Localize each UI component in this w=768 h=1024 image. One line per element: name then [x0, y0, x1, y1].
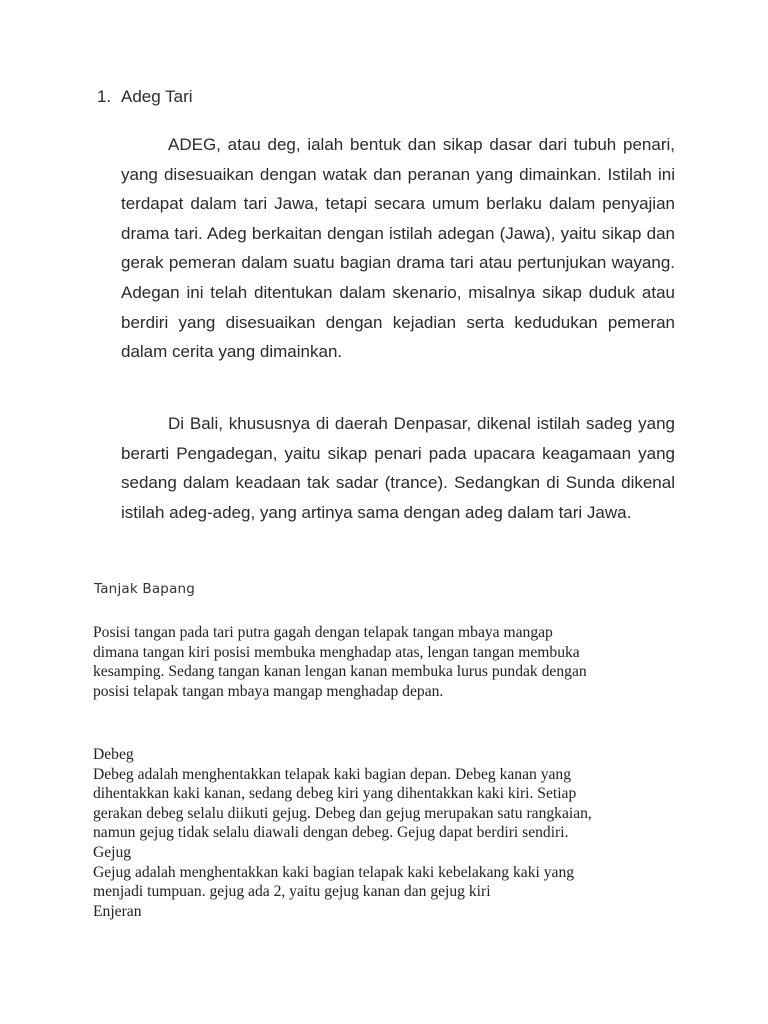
- section-heading: [97, 85, 193, 109]
- tanjak-line: kesamping. Sedang tangan kanan lengan kanan membuka lurus pundak dengan: [93, 663, 587, 681]
- debeg-gejug-section: [93, 745, 683, 921]
- debeg-heading: Debeg: [93, 746, 134, 763]
- debeg-line: dihentakkan kaki kanan, sedang debeg kiri yang dihentakkan kaki kiri. Setiap: [93, 785, 577, 803]
- tanjak-line: Posisi tangan pada tari putra gagah dengan telapak tangan mbaya mangap: [93, 624, 553, 641]
- enjeran-heading: Enjeran: [93, 902, 142, 920]
- section-title: Adeg Tari: [121, 87, 193, 106]
- tanjak-bapang-body: [93, 623, 683, 701]
- adeg-paragraph-1: ADEG, atau deg, ialah bentuk dan sikap dasar dari tubuh penari, yang disesuaikan dengan watak dan peranan yang dimainkan. Istilah ini terdapat dalam tari Jawa, tetapi secara umum berlaku dalam penyajian drama tari. Adeg berkaitan dengan istilah adegan (Jawa), yaitu sikap dan gerak pemeran dalam suatu bagian drama tari atau pertunjukan wayang. Adegan ini telah ditentukan dalam skenario, misalnya sikap duduk atau berdiri yang disesuaikan dengan kejadian serta kedudukan pemeran dalam cerita yang dimainkan.: [121, 135, 675, 362]
- gejug-line: menjadi tumpuan. gejug ada 2, yaitu gejug kanan dan gejug kiri: [93, 883, 491, 901]
- section-number: 1.: [97, 87, 112, 106]
- gejug-line: Gejug adalah menghentakkan kaki bagian telapak kaki kebelakang kaki yang: [93, 863, 575, 881]
- adeg-paragraph-2: Di Bali, khususnya di daerah Denpasar, dikenal istilah sadeg yang berarti Pengadegan, yaitu sikap penari pada upacara keagamaan yang sedang dalam keadaan tak sadar (trance). Sedangkan di Sunda dikenal istilah adeg-adeg, yang artinya sama dengan adeg dalam tari Jawa.: [121, 414, 675, 522]
- debeg-line: Debeg adalah menghentakkan telapak kaki bagian depan. Debeg kanan yang: [93, 765, 572, 783]
- tanjak-line: posisi telapak tangan mbaya mangap menghadap depan.: [93, 682, 444, 700]
- gejug-heading: Gejug: [93, 843, 132, 861]
- debeg-line: namun gejug tidak selalu diawali dengan debeg. Gejug dapat berdiri sendiri.: [93, 824, 569, 842]
- tanjak-bapang-heading: Tanjak Bapang: [94, 581, 196, 597]
- debeg-line: gerakan debeg selalu diikuti gejug. Debeg dan gejug merupakan satu rangkaian,: [93, 804, 592, 822]
- tanjak-line: dimana tangan kiri posisi membuka menghadap atas, lengan tangan membuka: [93, 643, 580, 661]
